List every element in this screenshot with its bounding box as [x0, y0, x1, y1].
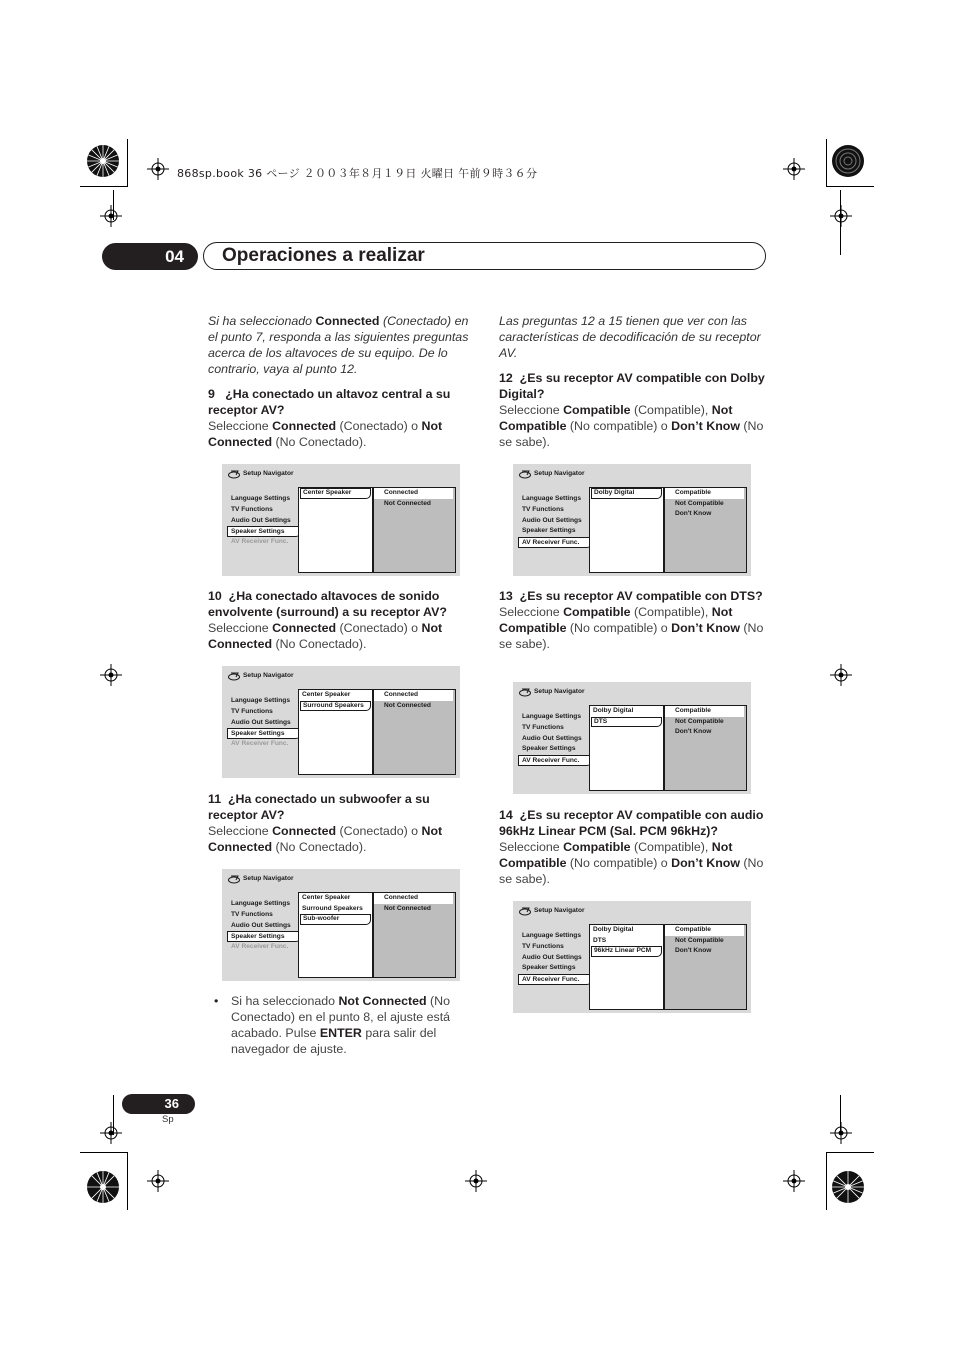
registration-mark-icon: [830, 205, 852, 227]
registration-mark-icon: [783, 158, 805, 180]
color-rosette-icon: [86, 144, 120, 178]
menu-item-av-receiver: AV Receiver Func.: [518, 537, 592, 548]
sub-item-sub-woofer: Sub-woofer: [300, 914, 371, 925]
question-13-title: 13 ¿Es su receptor AV compatible con DTS?: [499, 589, 763, 603]
registration-mark-icon: [783, 1170, 805, 1192]
option-not-compatible: Not Compatible: [675, 499, 724, 507]
setup-navigator-icon: [519, 687, 532, 697]
sub-item-surround-speakers: Surround Speakers: [300, 701, 371, 712]
registration-mark-icon: [147, 1170, 169, 1192]
question-14-body: Seleccione Compatible (Compatible), Not Compatible (No compatible) o Don’t Know (No se sabe).: [499, 840, 764, 886]
registration-mark-icon: [100, 1122, 122, 1144]
print-slug: 868sp.book 36 ページ ２００３年８月１９日 火曜日 午前９時３６分: [177, 167, 538, 180]
option-compatible: Compatible: [665, 925, 744, 936]
menu-item-speaker: Speaker Settings: [522, 745, 576, 753]
sub-item-center-speaker: Center Speaker: [302, 894, 351, 901]
sub-item-dts: DTS: [591, 717, 662, 728]
option-compatible: Compatible: [665, 488, 744, 499]
setup-menu: [520, 494, 600, 548]
menu-item-av-receiver: AV Receiver Func.: [231, 538, 289, 546]
question-9-title: 9 ¿Ha conectado un altavoz central a su receptor AV?: [208, 387, 451, 417]
question-13: [499, 588, 771, 652]
registration-mark-icon: [147, 158, 169, 180]
color-rosette-icon: [831, 1170, 865, 1204]
options-list: [663, 487, 747, 573]
sub-menu: [589, 487, 665, 573]
menu-item-language: Language Settings: [231, 900, 290, 907]
question-12-body: Seleccione Compatible (Compatible), Not Compatible (No compatible) o Don’t Know (No se sabe).: [499, 403, 764, 449]
option-not-connected: Not Connected: [384, 701, 431, 709]
question-12: [499, 370, 771, 450]
setup-screen-dts: Setup Navigator Language Settings TV Functions Audio Out Settings Speaker Settings AV Receiver Func. Dolby Digital DTS Compatible Not Compatible Don't Know: [513, 682, 751, 794]
menu-item-av-receiver: AV Receiver Func.: [518, 974, 592, 985]
sub-item-center-speaker: Center Speaker: [302, 691, 351, 698]
setup-screen-center-speaker: Setup Navigator Language Settings TV Functions Audio Out Settings Speaker Settings AV Receiver Func. Center Speaker Connected Not Connected: [222, 464, 460, 576]
sub-menu: [589, 705, 665, 791]
options-list: [663, 924, 747, 1010]
menu-item-tv: TV Functions: [522, 505, 564, 513]
question-11: [208, 791, 478, 855]
option-dont-know: Don't Know: [675, 947, 712, 954]
sub-item-dolby-digital: Dolby Digital: [591, 488, 662, 499]
menu-item-language: Language Settings: [231, 495, 290, 502]
menu-item-audio-out: Audio Out Settings: [522, 734, 582, 742]
question-11-title: 11 ¿Ha conectado un subwoofer a su receptor AV?: [208, 792, 430, 822]
setup-menu: [229, 696, 309, 750]
option-not-compatible: Not Compatible: [675, 717, 724, 725]
options-list: [372, 892, 456, 978]
registration-mark-icon: [100, 205, 122, 227]
menu-item-tv: TV Functions: [522, 942, 564, 950]
setup-screen-subwoofer: Setup Navigator Language Settings TV Functions Audio Out Settings Speaker Settings AV Receiver Func. Center Speaker Surround Speakers Sub-woofer Connected Not Connected: [222, 869, 460, 981]
menu-item-speaker: Speaker Settings: [522, 964, 576, 972]
question-10: [208, 588, 478, 652]
question-14-title: 14 ¿Es su receptor AV compatible con audio 96kHz Linear PCM (Sal. PCM 96kHz)?: [499, 808, 764, 838]
question-9: [208, 386, 478, 450]
menu-item-audio-out: Audio Out Settings: [231, 718, 291, 726]
bullet-note: • Si ha seleccionado Not Connected (No Conectado) en el punto 8, el ajuste está acabado. Pulse ENTER para salir del navegador de ajuste.: [214, 994, 451, 1056]
setup-navigator-icon: [228, 671, 241, 681]
menu-item-tv: TV Functions: [231, 910, 273, 918]
options-list: [663, 705, 747, 791]
option-compatible: Compatible: [665, 706, 744, 717]
sub-menu: [298, 689, 374, 775]
menu-item-language: Language Settings: [522, 713, 581, 720]
menu-item-speaker: Speaker Settings: [227, 526, 301, 537]
menu-item-language: Language Settings: [231, 697, 290, 704]
sub-menu: [298, 892, 374, 978]
registration-mark-icon: [465, 1170, 487, 1192]
sub-menu: [589, 924, 665, 1010]
setup-menu: [520, 712, 600, 766]
menu-item-language: Language Settings: [522, 932, 581, 939]
menu-item-av-receiver: AV Receiver Func.: [231, 943, 289, 951]
sub-item-surround-speakers: Surround Speakers: [302, 904, 363, 912]
menu-item-tv: TV Functions: [522, 723, 564, 731]
setup-navigator-icon: [228, 874, 241, 884]
setup-screen-96khz-pcm: Setup Navigator Language Settings TV Functions Audio Out Settings Speaker Settings AV Receiver Func. Dolby Digital DTS 96kHz Linear PCM Compatible Not Compatible Don't Know: [513, 901, 751, 1013]
registration-mark-icon: [100, 664, 122, 686]
menu-item-speaker: Speaker Settings: [522, 527, 576, 535]
registration-mark-icon: [830, 664, 852, 686]
setup-navigator-icon: [519, 469, 532, 479]
option-not-connected: Not Connected: [384, 499, 431, 507]
sub-menu: [298, 487, 374, 573]
question-14: [499, 807, 774, 887]
menu-item-audio-out: Audio Out Settings: [231, 921, 291, 929]
option-connected: Connected: [374, 690, 453, 701]
menu-item-speaker: Speaker Settings: [227, 931, 301, 942]
sub-item-96khz-linear-pcm: 96kHz Linear PCM: [591, 946, 662, 957]
setup-navigator-icon: [519, 906, 532, 916]
page-language: Sp: [162, 1114, 174, 1125]
question-9-body: Seleccione Connected (Conectado) o Not Connected (No Conectado).: [208, 419, 443, 449]
sub-item-dolby-digital: Dolby Digital: [593, 926, 634, 933]
options-list: [372, 689, 456, 775]
setup-menu: [229, 899, 309, 953]
question-12-title: 12 ¿Es su receptor AV compatible con Dolby Digital?: [499, 371, 765, 401]
menu-item-language: Language Settings: [522, 495, 581, 502]
setup-screen-surround: Setup Navigator Language Settings TV Functions Audio Out Settings Speaker Settings AV Receiver Func. Center Speaker Surround Speakers Connected Not Connected: [222, 666, 460, 778]
option-dont-know: Don't Know: [675, 728, 712, 735]
sub-item-dts: DTS: [593, 936, 607, 944]
menu-item-av-receiver: AV Receiver Func.: [518, 755, 592, 766]
right-intro: Las preguntas 12 a 15 tienen que ver con las características de decodificación de su receptor AV.: [499, 314, 761, 360]
registration-mark-icon: [830, 1122, 852, 1144]
menu-item-av-receiver: AV Receiver Func.: [231, 740, 289, 748]
setup-screen-dolby-digital: Setup Navigator Language Settings TV Functions Audio Out Settings Speaker Settings AV Receiver Func. Dolby Digital Compatible Not Compatible Don't Know: [513, 464, 751, 576]
chapter-number: 04: [102, 243, 198, 270]
setup-navigator-icon: [228, 469, 241, 479]
option-dont-know: Don't Know: [675, 510, 712, 517]
question-11-body: Seleccione Connected (Conectado) o Not Connected (No Conectado).: [208, 824, 443, 854]
question-10-body: Seleccione Connected (Conectado) o Not Connected (No Conectado).: [208, 621, 443, 651]
menu-item-audio-out: Audio Out Settings: [231, 516, 291, 524]
sub-item-center-speaker: Center Speaker: [300, 488, 371, 499]
left-intro: Si ha seleccionado Connected (Conectado) en el punto 7, responda a las siguientes preguntas acerca de los altavoces de su equipo. De lo contrario, vaya al punto 12.: [208, 314, 469, 376]
question-13-body: Seleccione Compatible (Compatible), Not Compatible (No compatible) o Don’t Know (No se sabe).: [499, 605, 764, 651]
option-connected: Connected: [374, 893, 453, 904]
bullet-icon: •: [214, 994, 219, 1008]
question-10-title: 10 ¿Ha conectado altavoces de sonido envolvente (surround) a su receptor AV?: [208, 589, 447, 619]
chapter-title-box: [203, 242, 766, 270]
page-number: 36: [122, 1094, 195, 1114]
color-rosette-icon: [831, 144, 865, 178]
setup-menu: [229, 494, 309, 548]
option-connected: Connected: [374, 488, 453, 499]
color-rosette-icon: [86, 1170, 120, 1204]
chapter-title: Operaciones a realizar: [222, 245, 425, 266]
menu-item-tv: TV Functions: [231, 505, 273, 513]
sub-item-dolby-digital: Dolby Digital: [593, 707, 634, 714]
menu-item-audio-out: Audio Out Settings: [522, 953, 582, 961]
menu-item-tv: TV Functions: [231, 707, 273, 715]
setup-menu: [520, 931, 600, 985]
menu-item-audio-out: Audio Out Settings: [522, 516, 582, 524]
option-not-connected: Not Connected: [384, 904, 431, 912]
menu-item-speaker: Speaker Settings: [227, 728, 301, 739]
option-not-compatible: Not Compatible: [675, 936, 724, 944]
options-list: [372, 487, 456, 573]
